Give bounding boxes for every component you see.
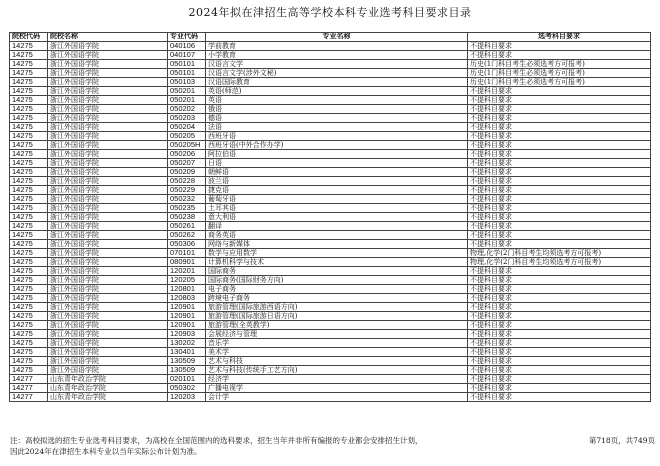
school-name-cell: 浙江外国语学院 (48, 339, 168, 348)
major-code-cell: 050101 (168, 60, 206, 69)
major-name-cell: 广播电视学 (206, 384, 468, 393)
major-name-cell: 旅游管理(国际旅游西语方向) (206, 303, 468, 312)
major-code-cell: 120901 (168, 303, 206, 312)
major-name-cell: 法语 (206, 123, 468, 132)
table-row (10, 231, 651, 240)
major-code-cell: 050261 (168, 222, 206, 231)
requirement-cell: 不提科目要求 (468, 231, 651, 240)
school-code-cell: 14275 (10, 231, 48, 240)
major-name-cell: 捷克语 (206, 186, 468, 195)
major-name-cell: 国际商务 (206, 267, 468, 276)
requirement-cell: 不提科目要求 (468, 213, 651, 222)
school-name-cell: 浙江外国语学院 (48, 105, 168, 114)
requirement-cell: 不提科目要求 (468, 123, 651, 132)
major-code-cell: 050206 (168, 150, 206, 159)
school-code-cell: 14275 (10, 132, 48, 141)
school-code-cell: 14275 (10, 42, 48, 51)
table-row (10, 159, 651, 168)
table-row (10, 357, 651, 366)
table-row (10, 195, 651, 204)
requirement-cell: 不提科目要求 (468, 339, 651, 348)
school-code-cell: 14275 (10, 321, 48, 330)
school-code-cell: 14275 (10, 249, 48, 258)
header-major-code: 专业代码 (168, 33, 206, 42)
school-name-cell: 浙江外国语学院 (48, 240, 168, 249)
school-name-cell: 浙江外国语学院 (48, 177, 168, 186)
requirement-cell: 不提科目要求 (468, 114, 651, 123)
school-name-cell: 浙江外国语学院 (48, 168, 168, 177)
table-body (10, 42, 651, 402)
table-header-row (10, 33, 651, 42)
requirements-table (9, 32, 651, 402)
school-code-cell: 14275 (10, 78, 48, 87)
major-code-cell: 120201 (168, 267, 206, 276)
school-code-cell: 14275 (10, 339, 48, 348)
school-code-cell: 14275 (10, 177, 48, 186)
table-row (10, 114, 651, 123)
major-code-cell: 050207 (168, 159, 206, 168)
table-row (10, 213, 651, 222)
school-name-cell: 浙江外国语学院 (48, 42, 168, 51)
major-code-cell: 120903 (168, 330, 206, 339)
major-code-cell: 050262 (168, 231, 206, 240)
school-name-cell: 浙江外国语学院 (48, 330, 168, 339)
requirement-cell: 不提科目要求 (468, 375, 651, 384)
school-name-cell: 浙江外国语学院 (48, 366, 168, 375)
requirement-cell: 不提科目要求 (468, 393, 651, 402)
school-name-cell: 浙江外国语学院 (48, 357, 168, 366)
requirement-cell: 不提科目要求 (468, 150, 651, 159)
requirement-cell: 不提科目要求 (468, 330, 651, 339)
major-name-cell: 国际商务(国际财务方向) (206, 276, 468, 285)
table-row (10, 204, 651, 213)
school-name-cell: 浙江外国语学院 (48, 303, 168, 312)
school-code-cell: 14275 (10, 276, 48, 285)
school-code-cell: 14275 (10, 105, 48, 114)
requirement-cell: 不提科目要求 (468, 312, 651, 321)
table-row (10, 285, 651, 294)
requirement-cell: 不提科目要求 (468, 105, 651, 114)
major-name-cell: 英语 (206, 96, 468, 105)
requirement-cell: 不提科目要求 (468, 51, 651, 60)
major-name-cell: 电子商务 (206, 285, 468, 294)
major-code-cell: 050306 (168, 240, 206, 249)
table-row (10, 96, 651, 105)
school-name-cell: 山东青年政治学院 (48, 384, 168, 393)
major-code-cell: 050203 (168, 114, 206, 123)
requirement-cell: 不提科目要求 (468, 222, 651, 231)
school-name-cell: 山东青年政治学院 (48, 393, 168, 402)
school-name-cell: 浙江外国语学院 (48, 213, 168, 222)
major-code-cell: 050201 (168, 87, 206, 96)
school-code-cell: 14275 (10, 348, 48, 357)
requirement-cell: 不提科目要求 (468, 303, 651, 312)
table-row (10, 249, 651, 258)
major-name-cell: 计算机科学与技术 (206, 258, 468, 267)
school-code-cell: 14275 (10, 294, 48, 303)
table-row (10, 330, 651, 339)
major-name-cell: 俄语 (206, 105, 468, 114)
major-name-cell: 意大利语 (206, 213, 468, 222)
requirement-cell: 不提科目要求 (468, 366, 651, 375)
table-row (10, 42, 651, 51)
major-code-cell: 120203 (168, 393, 206, 402)
major-code-cell: 040106 (168, 42, 206, 51)
major-name-cell: 西班牙语 (206, 132, 468, 141)
school-code-cell: 14275 (10, 213, 48, 222)
major-name-cell: 英语(师范) (206, 87, 468, 96)
table-row (10, 105, 651, 114)
major-name-cell: 汉语国际教育 (206, 78, 468, 87)
school-name-cell: 浙江外国语学院 (48, 267, 168, 276)
school-name-cell: 浙江外国语学院 (48, 150, 168, 159)
page-title: 2024年拟在津招生高等学校本科专业选考科目要求目录 (188, 6, 472, 19)
school-code-cell: 14275 (10, 285, 48, 294)
major-name-cell: 商务英语 (206, 231, 468, 240)
table-row (10, 294, 651, 303)
requirement-cell: 不提科目要求 (468, 177, 651, 186)
major-name-cell: 学前教育 (206, 42, 468, 51)
school-code-cell: 14275 (10, 195, 48, 204)
major-name-cell: 汉语言文学 (206, 60, 468, 69)
school-code-cell: 14275 (10, 69, 48, 78)
school-code-cell: 14275 (10, 96, 48, 105)
school-code-cell: 14275 (10, 186, 48, 195)
major-code-cell: 070101 (168, 249, 206, 258)
table-row (10, 87, 651, 96)
major-code-cell: 050238 (168, 213, 206, 222)
major-name-cell: 波兰语 (206, 177, 468, 186)
requirement-cell: 物理,化学(2门科目考生均须选考方可报考) (468, 249, 651, 258)
requirement-cell: 历史(1门科目考生必须选考方可报考) (468, 69, 651, 78)
major-name-cell: 数学与应用数学 (206, 249, 468, 258)
school-name-cell: 浙江外国语学院 (48, 96, 168, 105)
major-code-cell: 120801 (168, 285, 206, 294)
requirement-cell: 不提科目要求 (468, 240, 651, 249)
requirement-cell: 不提科目要求 (468, 357, 651, 366)
requirement-cell: 历史(1门科目考生必须选考方可报考) (468, 60, 651, 69)
school-code-cell: 14275 (10, 330, 48, 339)
major-code-cell: 050205 (168, 132, 206, 141)
major-name-cell: 翻译 (206, 222, 468, 231)
major-name-cell: 日语 (206, 159, 468, 168)
header-school-code: 院校代码 (10, 33, 48, 42)
school-code-cell: 14275 (10, 141, 48, 150)
major-name-cell: 跨境电子商务 (206, 294, 468, 303)
major-code-cell: 130401 (168, 348, 206, 357)
table-row (10, 177, 651, 186)
table-row (10, 366, 651, 375)
table-row (10, 168, 651, 177)
school-code-cell: 14275 (10, 150, 48, 159)
table-row (10, 186, 651, 195)
table-row (10, 78, 651, 87)
school-code-cell: 14275 (10, 240, 48, 249)
school-code-cell: 14275 (10, 87, 48, 96)
school-name-cell: 浙江外国语学院 (48, 78, 168, 87)
requirement-cell: 不提科目要求 (468, 348, 651, 357)
school-name-cell: 浙江外国语学院 (48, 60, 168, 69)
table-row (10, 150, 651, 159)
school-code-cell: 14275 (10, 114, 48, 123)
major-name-cell: 音乐学 (206, 339, 468, 348)
major-code-cell: 050201 (168, 96, 206, 105)
table-row (10, 60, 651, 69)
requirement-cell: 物理,化学(2门科目考生均须选考方可报考) (468, 258, 651, 267)
table-row (10, 132, 651, 141)
major-code-cell: 130509 (168, 357, 206, 366)
major-code-cell: 050204 (168, 123, 206, 132)
requirement-cell: 不提科目要求 (468, 294, 651, 303)
major-code-cell: 020101 (168, 375, 206, 384)
school-name-cell: 山东青年政治学院 (48, 375, 168, 384)
school-name-cell: 浙江外国语学院 (48, 348, 168, 357)
major-name-cell: 会展经济与管理 (206, 330, 468, 339)
table-row (10, 222, 651, 231)
major-name-cell: 汉语言文学(涉外文秘) (206, 69, 468, 78)
school-code-cell: 14275 (10, 366, 48, 375)
school-code-cell: 14277 (10, 393, 48, 402)
page-number: 第718页，共749页 (588, 436, 655, 445)
school-code-cell: 14275 (10, 222, 48, 231)
requirement-cell: 不提科目要求 (468, 96, 651, 105)
major-code-cell: 050101 (168, 69, 206, 78)
school-name-cell: 浙江外国语学院 (48, 321, 168, 330)
table-row (10, 276, 651, 285)
school-name-cell: 浙江外国语学院 (48, 69, 168, 78)
footer-note (10, 435, 655, 457)
major-code-cell: 080901 (168, 258, 206, 267)
major-name-cell: 网络与新媒体 (206, 240, 468, 249)
table-row (10, 393, 651, 402)
requirement-cell: 不提科目要求 (468, 132, 651, 141)
requirement-cell: 不提科目要求 (468, 168, 651, 177)
major-name-cell: 旅游管理(国际旅游日语方向) (206, 312, 468, 321)
table-row (10, 258, 651, 267)
major-name-cell: 朝鲜语 (206, 168, 468, 177)
major-code-cell: 120205 (168, 276, 206, 285)
major-code-cell: 050228 (168, 177, 206, 186)
table-row (10, 123, 651, 132)
school-code-cell: 14277 (10, 384, 48, 393)
school-code-cell: 14275 (10, 51, 48, 60)
major-name-cell: 会计学 (206, 393, 468, 402)
school-code-cell: 14275 (10, 303, 48, 312)
school-name-cell: 浙江外国语学院 (48, 159, 168, 168)
major-code-cell: 120901 (168, 321, 206, 330)
major-name-cell: 艺术与科技 (206, 357, 468, 366)
major-name-cell: 西班牙语(中外合作办学) (206, 141, 468, 150)
school-code-cell: 14275 (10, 312, 48, 321)
table-row (10, 51, 651, 60)
header-major-name: 专业名称 (206, 33, 468, 42)
school-name-cell: 浙江外国语学院 (48, 231, 168, 240)
school-name-cell: 浙江外国语学院 (48, 222, 168, 231)
requirement-cell: 不提科目要求 (468, 276, 651, 285)
table-row (10, 339, 651, 348)
major-code-cell: 050232 (168, 195, 206, 204)
major-name-cell: 阿拉伯语 (206, 150, 468, 159)
major-code-cell: 050235 (168, 204, 206, 213)
major-code-cell: 050202 (168, 105, 206, 114)
school-name-cell: 浙江外国语学院 (48, 294, 168, 303)
school-code-cell: 14275 (10, 168, 48, 177)
school-name-cell: 浙江外国语学院 (48, 285, 168, 294)
major-code-cell: 050229 (168, 186, 206, 195)
major-code-cell: 040107 (168, 51, 206, 60)
school-name-cell: 浙江外国语学院 (48, 312, 168, 321)
major-code-cell: 130202 (168, 339, 206, 348)
requirement-cell: 不提科目要求 (468, 159, 651, 168)
requirement-cell: 不提科目要求 (468, 186, 651, 195)
table-row (10, 348, 651, 357)
header-school-name: 院校名称 (48, 33, 168, 42)
requirement-cell: 历史(1门科目考生必须选考方可报考) (468, 78, 651, 87)
header-subject-requirement: 选考科目要求 (468, 33, 651, 42)
school-name-cell: 浙江外国语学院 (48, 186, 168, 195)
major-name-cell: 葡萄牙语 (206, 195, 468, 204)
requirement-cell: 不提科目要求 (468, 285, 651, 294)
school-name-cell: 浙江外国语学院 (48, 204, 168, 213)
major-code-cell: 050209 (168, 168, 206, 177)
requirement-cell: 不提科目要求 (468, 195, 651, 204)
table-row (10, 141, 651, 150)
table-row (10, 312, 651, 321)
school-name-cell: 浙江外国语学院 (48, 132, 168, 141)
table-row (10, 384, 651, 393)
school-code-cell: 14275 (10, 123, 48, 132)
table-row (10, 375, 651, 384)
footer-note-line-1: 注：高校拟选的招生专业选考科目要求，为高校在全国范围内的选科要求，招生当年并非所有编报的专业都会安排招生计划， (10, 436, 423, 445)
school-code-cell: 14275 (10, 204, 48, 213)
requirement-cell: 不提科目要求 (468, 267, 651, 276)
footer-note-line-2: 因此2024年在津招生本科专业以当年实际公布计划为准。 (10, 447, 202, 456)
table-row (10, 69, 651, 78)
school-name-cell: 浙江外国语学院 (48, 258, 168, 267)
major-code-cell: 120901 (168, 312, 206, 321)
school-code-cell: 14275 (10, 159, 48, 168)
requirement-cell: 不提科目要求 (468, 204, 651, 213)
requirement-cell: 不提科目要求 (468, 384, 651, 393)
major-name-cell: 德语 (206, 114, 468, 123)
major-code-cell: 050205H (168, 141, 206, 150)
school-name-cell: 浙江外国语学院 (48, 87, 168, 96)
major-code-cell: 050302 (168, 384, 206, 393)
school-name-cell: 浙江外国语学院 (48, 141, 168, 150)
table-row (10, 303, 651, 312)
requirement-cell: 不提科目要求 (468, 321, 651, 330)
major-name-cell: 小学教育 (206, 51, 468, 60)
table-row (10, 240, 651, 249)
major-code-cell: 050103 (168, 78, 206, 87)
school-code-cell: 14275 (10, 357, 48, 366)
school-name-cell: 浙江外国语学院 (48, 51, 168, 60)
school-code-cell: 14277 (10, 375, 48, 384)
school-name-cell: 浙江外国语学院 (48, 114, 168, 123)
major-name-cell: 经济学 (206, 375, 468, 384)
school-name-cell: 浙江外国语学院 (48, 123, 168, 132)
school-code-cell: 14275 (10, 258, 48, 267)
table-row (10, 321, 651, 330)
requirement-cell: 不提科目要求 (468, 141, 651, 150)
school-name-cell: 浙江外国语学院 (48, 195, 168, 204)
requirement-cell: 不提科目要求 (468, 42, 651, 51)
school-code-cell: 14275 (10, 60, 48, 69)
school-name-cell: 浙江外国语学院 (48, 276, 168, 285)
major-code-cell: 120803 (168, 294, 206, 303)
major-name-cell: 土耳其语 (206, 204, 468, 213)
requirement-cell: 不提科目要求 (468, 87, 651, 96)
major-name-cell: 旅游管理(全英教学) (206, 321, 468, 330)
school-code-cell: 14275 (10, 267, 48, 276)
table-row (10, 267, 651, 276)
major-code-cell: 130509 (168, 366, 206, 375)
school-name-cell: 浙江外国语学院 (48, 249, 168, 258)
major-name-cell: 艺术与科技(传统手工艺方向) (206, 366, 468, 375)
major-name-cell: 美术学 (206, 348, 468, 357)
